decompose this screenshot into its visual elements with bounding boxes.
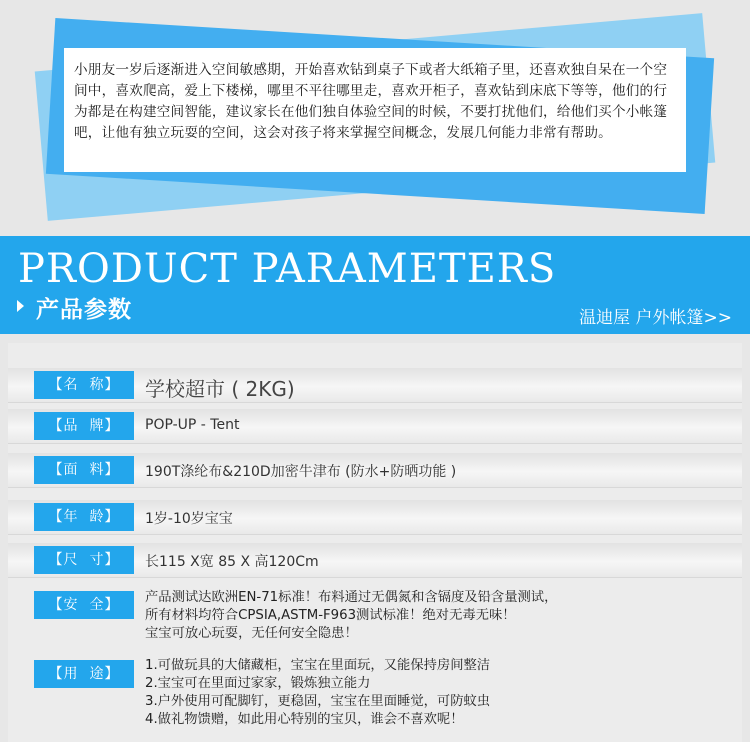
- param-label: 【用 途】: [34, 660, 134, 688]
- param-value: 学校超市 ( 2KG): [145, 377, 295, 401]
- param-row-age: [8, 500, 742, 540]
- param-row-brand: [8, 409, 742, 449]
- product-parameters-banner: [0, 236, 750, 334]
- param-row-safety: [8, 587, 742, 645]
- safety-line: 所有材料均符合CPSIA,ASTM-F963测试标准！绝对无毒无味！: [145, 608, 516, 623]
- safety-line: 宝宝可放心玩耍，无任何安全隐患！: [145, 626, 358, 641]
- param-value: POP-UP - Tent: [145, 417, 240, 433]
- param-row-name: [8, 365, 742, 405]
- safety-line: 产品测试达欧洲EN-71标准！布料通过无偶氮和含镉度及铅含量测试，: [145, 590, 558, 605]
- param-row-usage: [8, 655, 742, 731]
- param-label: 【面 料】: [34, 456, 134, 484]
- param-value: 1岁-10岁宝宝: [145, 511, 233, 527]
- triangle-right-icon: [17, 300, 24, 312]
- usage-line: 3.户外使用可配脚钉，更稳固，宝宝在里面睡觉，可防蚊虫: [145, 694, 491, 709]
- param-label: 【品 牌】: [34, 412, 134, 440]
- param-value: 长115 X宽 85 X 高120Cm: [145, 554, 319, 570]
- param-value-lines: [145, 657, 490, 729]
- intro-section: [0, 0, 750, 236]
- banner-subtitle: 产品参数: [36, 297, 132, 323]
- intro-text: 小朋友一岁后逐渐进入空间敏感期，开始喜欢钻到桌子下或者大纸箱子里，还喜欢独自呆在一个空间中，喜欢爬高，爱上下楼梯，哪里不平往哪里走，喜欢开柜子，喜欢钻到床底下等等，他们的行为都是在构建空间智能，建议家长在他们独自体验空间的时候，不要打扰他们，给他们买个小帐篷吧，让他有独立玩耍的空间，这会对孩子将来掌握空间概念，发展几何能力非常有帮助。: [74, 62, 668, 141]
- param-row-fabric: [8, 453, 742, 493]
- usage-line: 4.做礼物馈赠，如此用心特别的宝贝，谁会不喜欢呢！: [145, 712, 464, 727]
- brand-link[interactable]: 温迪屋 户外帐篷>>: [579, 308, 732, 328]
- usage-line: 1.可做玩具的大储藏柜，宝宝在里面玩，又能保持房间整洁: [145, 658, 491, 673]
- banner-title: PRODUCT PARAMETERS: [18, 246, 557, 292]
- param-label: 【尺 寸】: [34, 546, 134, 574]
- param-label: 【名 称】: [34, 371, 134, 399]
- param-label: 【年 龄】: [34, 503, 134, 531]
- param-value-lines: [145, 589, 557, 643]
- intro-note: [64, 48, 686, 172]
- param-row-size: [8, 543, 742, 583]
- param-label: 【安 全】: [34, 591, 134, 619]
- param-value: 190T涤纶布&210D加密牛津布 (防水+防晒功能 ): [145, 464, 457, 480]
- parameters-table: [8, 343, 742, 742]
- usage-line: 2.宝宝可在里面过家家，锻炼独立能力: [145, 676, 371, 691]
